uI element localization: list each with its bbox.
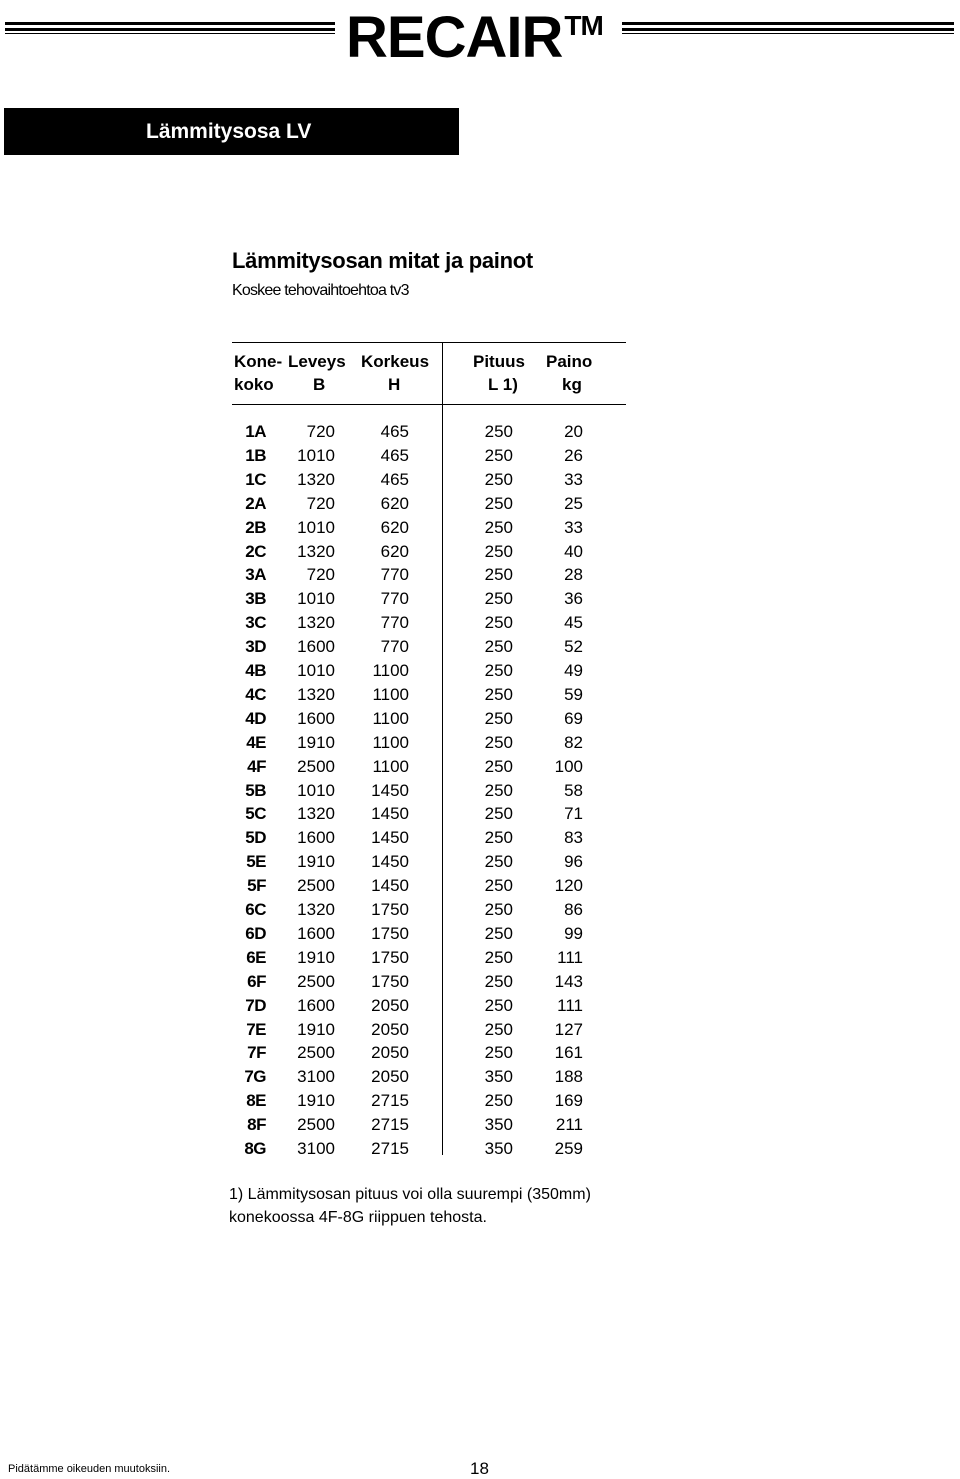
table-row [0,874,960,898]
cell-code: 6E [246,947,266,967]
table-row [0,994,960,1018]
cell-height: 1100 [372,708,409,728]
cell-code: 5B [245,780,266,800]
section-title: Lämmitysosa LV [4,108,459,155]
cell-code: 2C [245,541,266,561]
cell-height: 2715 [371,1091,409,1111]
cell-length: 250 [484,708,513,728]
cell-height: 1750 [371,900,409,919]
cell-weight: 143 [554,971,583,991]
cell-code: 2A [245,493,266,513]
table-row [0,611,960,635]
cell-code: 7E [246,1019,266,1039]
cell-width: 3100 [297,1139,335,1158]
cell-height: 1450 [371,852,409,872]
cell-height: 1450 [371,828,409,848]
table-row [0,946,960,970]
cell-weight: 25 [564,493,583,513]
cell-height: 620 [380,493,409,513]
cell-length: 250 [484,732,513,752]
cell-width: 1600 [297,828,335,848]
cell-code: 8G [244,1139,266,1158]
cell-weight: 26 [564,445,583,465]
cell-weight: 33 [564,517,583,537]
table-top-rule [232,342,626,343]
cell-length: 250 [484,995,513,1015]
cell-length: 250 [484,900,513,919]
cell-code: 5C [245,804,266,824]
cell-width: 2500 [297,971,335,991]
cell-length: 250 [484,541,513,561]
cell-length: 250 [484,469,513,489]
cell-weight: 127 [554,1019,583,1039]
page-subtitle: Koskee tehovaihtoehtoa tv3 [232,282,409,299]
table-row [0,540,960,564]
cell-weight: 69 [564,708,583,728]
page-title: Lämmitysosan mitat ja painot [232,248,533,273]
cell-height: 1450 [371,804,409,824]
cell-length: 250 [484,971,513,991]
cell-code: 5D [245,828,266,848]
cell-code: 7G [244,1067,266,1087]
cell-height: 770 [380,637,409,657]
cell-width: 1010 [297,661,335,680]
cell-height: 2050 [371,1019,409,1039]
cell-length: 250 [484,804,513,824]
table-row [0,659,960,683]
cell-width: 1910 [297,1091,335,1111]
header-width-line2: B [313,375,326,394]
header-weight-line1: Paino [546,352,593,371]
page-number: 18 [470,1459,489,1478]
cell-weight: 33 [564,469,583,489]
cell-width: 1010 [297,445,335,465]
cell-height: 1750 [371,971,409,991]
cell-weight: 211 [555,1115,583,1135]
header-length-line1: Pituus [473,352,525,371]
cell-length: 250 [484,661,513,680]
table-row [0,779,960,803]
cell-width: 1910 [297,1019,335,1039]
cell-length: 250 [484,565,513,585]
cell-code: 8F [247,1115,266,1135]
cell-weight: 82 [564,732,583,752]
cell-weight: 86 [564,900,583,919]
cell-weight: 100 [554,756,583,776]
header-code-line1: Kone- [234,352,283,371]
cell-height: 1450 [371,876,409,896]
cell-weight: 71 [564,804,583,824]
header-height-line1: Korkeus [361,352,430,371]
table-row [0,420,960,444]
cell-height: 2715 [371,1115,409,1135]
table-row [0,444,960,468]
cell-width: 1600 [297,637,335,657]
cell-width: 720 [306,565,335,585]
table-row [0,850,960,874]
cell-height: 2050 [371,1067,409,1087]
cell-width: 2500 [297,876,335,896]
cell-code: 4D [245,708,266,728]
cell-width: 1010 [297,589,335,609]
cell-width: 1010 [297,517,335,537]
cell-length: 350 [484,1115,513,1135]
cell-height: 1450 [371,780,409,800]
cell-width: 1320 [297,804,335,824]
cell-weight: 59 [564,684,583,704]
cell-code: 6C [245,900,266,919]
cell-length: 250 [484,947,513,967]
table-row [0,898,960,922]
cell-width: 720 [306,493,335,513]
cell-width: 1910 [297,732,335,752]
table-row [0,683,960,707]
table-row [0,563,960,587]
cell-height: 620 [380,517,409,537]
cell-height: 1750 [371,923,409,943]
brand-logo [346,0,603,68]
cell-code: 4B [245,661,266,680]
table-row [0,587,960,611]
cell-code: 4C [245,684,266,704]
cell-code: 6F [247,971,266,991]
cell-code: 1C [245,469,266,489]
cell-height: 2715 [371,1139,409,1158]
cell-code: 3B [245,589,266,609]
cell-length: 250 [484,493,513,513]
cell-weight: 40 [564,541,583,561]
cell-weight: 188 [554,1067,583,1087]
cell-width: 1320 [297,613,335,633]
cell-code: 1B [245,445,266,465]
cell-weight: 169 [554,1091,583,1111]
cell-width: 2500 [297,1115,335,1135]
cell-weight: 83 [564,828,583,848]
cell-length: 250 [484,517,513,537]
table-row [0,707,960,731]
header-rule-right [622,22,954,34]
cell-weight: 58 [564,780,583,800]
cell-code: 5E [246,852,266,872]
table-row [0,802,960,826]
cell-height: 465 [380,469,409,489]
cell-weight: 49 [564,661,583,680]
cell-code: 1A [245,422,266,441]
cell-length: 250 [484,828,513,848]
header-code-line2: koko [234,375,274,394]
cell-height: 620 [380,541,409,561]
cell-weight: 96 [564,852,583,872]
cell-width: 3100 [297,1067,335,1087]
cell-length: 250 [484,756,513,776]
cell-width: 1600 [297,923,335,943]
cell-weight: 99 [564,923,583,943]
table-row [0,826,960,850]
cell-width: 1600 [297,995,335,1015]
cell-code: 7F [247,1043,266,1063]
cell-code: 3A [245,565,266,585]
cell-width: 1600 [297,708,335,728]
footnote: 1) Lämmitysosan pituus voi olla suurempi (350mm) konekoossa 4F-8G riippuen tehosta. [229,1186,591,1226]
cell-weight: 120 [554,876,583,896]
table-row [0,468,960,492]
cell-width: 1320 [297,684,335,704]
cell-code: 8E [246,1091,266,1111]
cell-length: 250 [484,445,513,465]
header-length-line2: L 1) [488,375,518,394]
table-row [0,1137,960,1161]
cell-code: 6D [245,923,266,943]
table-row [0,516,960,540]
cell-height: 1100 [372,661,409,680]
cell-length: 250 [484,780,513,800]
table-divider-head [442,342,443,404]
cell-height: 465 [380,422,409,441]
table-row [0,1065,960,1089]
cell-height: 1100 [372,732,409,752]
cell-weight: 111 [557,947,583,967]
cell-width: 1010 [297,780,335,800]
cell-width: 1320 [297,900,335,919]
table-header-rule [232,404,626,405]
table-row [0,635,960,659]
cell-weight: 28 [564,565,583,585]
cell-code: 7D [245,995,266,1015]
cell-code: 3D [245,637,266,657]
brand-name: RECAIR [346,5,563,70]
cell-length: 350 [484,1067,513,1087]
table-row [0,492,960,516]
table-row [0,755,960,779]
cell-length: 250 [484,1043,513,1063]
cell-width: 2500 [297,756,335,776]
cell-length: 250 [484,637,513,657]
cell-weight: 36 [564,589,583,609]
cell-height: 1100 [372,756,409,776]
cell-width: 1320 [297,541,335,561]
cell-height: 1750 [371,947,409,967]
cell-length: 250 [484,589,513,609]
cell-length: 250 [484,1019,513,1039]
cell-height: 2050 [371,1043,409,1063]
cell-weight: 20 [564,422,583,441]
cell-height: 770 [380,565,409,585]
header-width-line1: Leveys [288,352,346,371]
cell-width: 1320 [297,469,335,489]
cell-length: 250 [484,613,513,633]
cell-width: 2500 [297,1043,335,1063]
cell-height: 770 [380,589,409,609]
cell-height: 1100 [372,684,409,704]
header-height-line2: H [388,375,401,394]
cell-length: 250 [484,852,513,872]
cell-length: 250 [484,684,513,704]
table-row [0,1041,960,1065]
cell-weight: 259 [554,1139,583,1158]
cell-weight: 45 [564,613,583,633]
header-weight-line2: kg [562,375,582,394]
table-row [0,970,960,994]
cell-height: 2050 [371,995,409,1015]
cell-height: 465 [380,445,409,465]
cell-length: 250 [484,1091,513,1111]
header-rule-left [5,22,335,34]
table-row [0,922,960,946]
cell-width: 720 [306,422,335,441]
table-row [0,1018,960,1042]
cell-weight: 52 [564,637,583,657]
table-row [0,1113,960,1137]
cell-weight: 111 [557,995,583,1015]
cell-code: 4F [247,756,266,776]
cell-code: 2B [245,517,266,537]
table-row [0,1089,960,1113]
cell-height: 770 [380,613,409,633]
table-row [0,731,960,755]
trademark: TM [564,10,603,41]
cell-width: 1910 [297,852,335,872]
cell-width: 1910 [297,947,335,967]
cell-length: 250 [484,422,513,441]
cell-code: 4E [246,732,266,752]
cell-code: 3C [245,613,266,633]
footer-note: Pidätämme oikeuden muutoksiin. [8,1463,171,1475]
cell-weight: 161 [554,1043,583,1063]
cell-length: 350 [484,1139,513,1158]
cell-length: 250 [484,923,513,943]
cell-code: 5F [247,876,266,896]
cell-length: 250 [484,876,513,896]
